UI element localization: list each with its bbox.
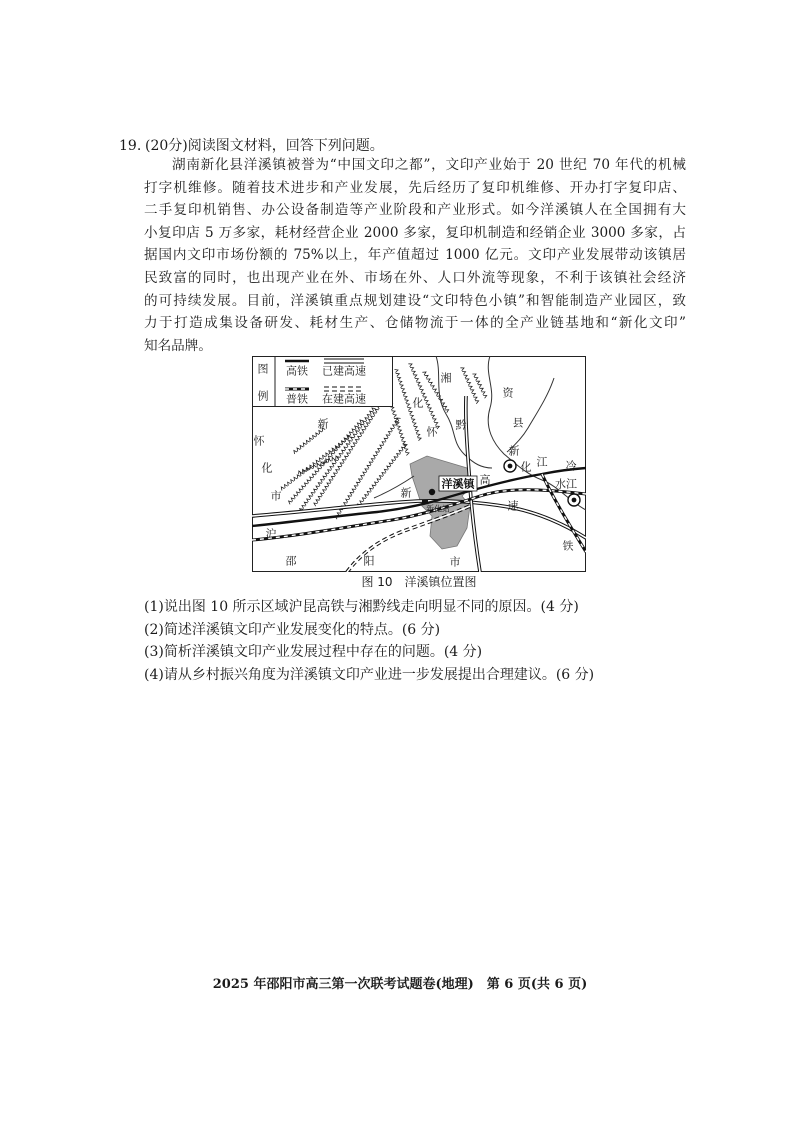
sub-question: (3)简析洋溪镇文印产业发展过程中存在的问题。(4 分): [144, 644, 483, 661]
map-svg: [252, 356, 586, 572]
label-xiang: 湘: [440, 371, 452, 385]
material-line: 打字机维修。随着技术进步和产业发展，先后经历了复印机维修、开办打字复印店、: [144, 179, 686, 196]
page-footer: 2025 年邵阳市高三第一次联考试题卷(地理) 第 6 页(共 6 页): [212, 977, 588, 992]
sub-questions: [144, 596, 744, 687]
yangxi-town-dot: [429, 489, 435, 495]
label-xinhua-xin: 新: [508, 444, 520, 458]
material-line: 的可持续发展。目前，洋溪镇重点规划建设“文印特色小镇”和智能制造产业园区，致: [144, 292, 686, 309]
material-line: 知名品牌。: [144, 337, 212, 354]
label-yangxi-town: 洋溪镇: [441, 477, 475, 491]
legend-high-speed-rail: 高铁: [286, 364, 308, 378]
label-gao: 高: [479, 473, 491, 487]
label-jiang: 江: [536, 455, 548, 469]
legend-planned-expressway: 在建高速: [322, 392, 366, 406]
label-xinhua-station: 新化站: [426, 504, 450, 514]
material-line: 二手复印机销售、办公设备制造等产业阶段和产业形式。如今洋溪镇人在全国拥有大: [144, 202, 686, 219]
location-map: [252, 356, 586, 572]
question-prompt: (20分)阅读图文材料，回答下列问题。: [145, 138, 384, 154]
label-xin-west: 新: [317, 417, 329, 431]
map-legend: [253, 357, 393, 407]
legend-title-top: 图: [257, 362, 269, 376]
xinhua-station-marker: [422, 500, 428, 504]
label-hua-west: 化: [261, 461, 273, 475]
sub-question: (4)请从乡村振兴角度为洋溪镇文印产业进一步发展提出合理建议。(6 分): [144, 667, 595, 684]
sub-question: (1)说出图 10 所示区域沪昆高铁与湘黔线走向明显不同的原因。(4 分): [144, 599, 579, 615]
label-yang: 阳: [363, 554, 375, 568]
legend-built-expressway: 已建高速: [322, 364, 366, 378]
label-leng: 冷: [565, 459, 577, 473]
label-su: 速: [507, 499, 519, 513]
label-hu: 沪: [265, 527, 277, 541]
label-huai-west: 怀: [253, 434, 265, 448]
label-shao: 邵: [285, 554, 297, 568]
reading-material: [144, 154, 686, 357]
label-xin-center: 新: [400, 486, 412, 500]
material-line: 小复印店 5 万多家，耗材经营企业 2000 多家，复印机制造和经销企业 3000 多家，占: [144, 224, 686, 241]
figure-caption: 图 10 洋溪镇位置图: [361, 575, 477, 589]
lengshuijiang-dot: [572, 498, 577, 503]
label-shuijiang: 水江: [555, 477, 577, 491]
material-line: 据国内文印市场份额的 75%以上，年产值超过 1000 亿元。文印产业发展带动该镇居: [144, 247, 686, 264]
label-qian: 黔: [455, 418, 467, 432]
label-hua-north: 化: [412, 396, 424, 410]
xinhua-town-dot: [508, 464, 513, 469]
label-shi-west: 市: [270, 489, 282, 503]
legend-title-bottom: 例: [257, 389, 269, 403]
label-shi-south: 市: [449, 555, 461, 569]
question-number: 19.: [119, 138, 142, 154]
material-line: 民致富的同时，也出现产业在外、市场在外、人口外流等现象，不利于该镇社会经济: [144, 269, 686, 286]
label-huai-center: 怀: [426, 425, 438, 439]
label-zi: 资: [502, 386, 514, 400]
material-line: 湖南新化县洋溪镇被誉为“中国文印之都”，文印产业始于 20 世纪 70 年代的机械: [172, 157, 686, 173]
label-xian: 县: [512, 416, 524, 430]
material-line: 力于打造成集设备研发、耗材生产、仓储物流于一体的全产业链基地和“新化文印”: [144, 315, 686, 332]
label-tie: 铁: [562, 539, 574, 553]
label-xinhua-hua: 化: [520, 460, 532, 474]
legend-ordinary-rail: 普铁: [286, 392, 308, 406]
sub-question: (2)简述洋溪镇文印产业发展变化的特点。(6 分): [144, 621, 441, 638]
